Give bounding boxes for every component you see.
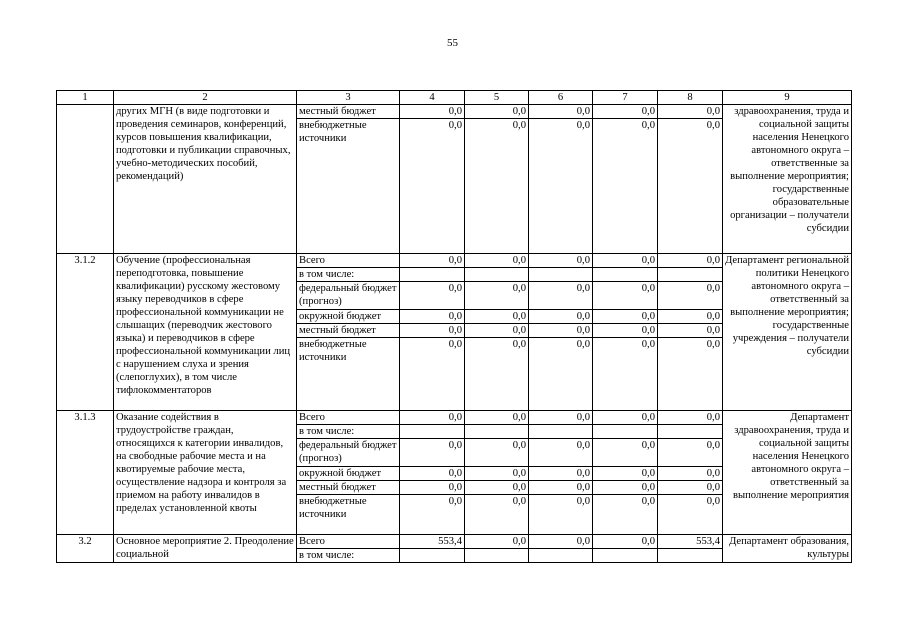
amount-cell: 0,0 bbox=[593, 105, 658, 119]
amount-cell: 0,0 bbox=[658, 105, 723, 119]
amount-cell: 0,0 bbox=[465, 338, 529, 411]
amount-cell bbox=[658, 549, 723, 563]
funding-source: в том числе: bbox=[297, 268, 400, 282]
amount-cell: 0,0 bbox=[658, 481, 723, 495]
amount-cell: 0,0 bbox=[465, 481, 529, 495]
amount-cell: 0,0 bbox=[529, 119, 593, 254]
amount-cell: 0,0 bbox=[658, 310, 723, 324]
item-code bbox=[57, 105, 114, 254]
amount-cell: 0,0 bbox=[529, 324, 593, 338]
amount-cell: 0,0 bbox=[529, 105, 593, 119]
amount-cell: 0,0 bbox=[465, 282, 529, 310]
header-cell: 8 bbox=[658, 91, 723, 105]
amount-cell: 0,0 bbox=[529, 481, 593, 495]
funding-source: окружной бюджет bbox=[297, 310, 400, 324]
table-row bbox=[57, 254, 852, 268]
amount-cell bbox=[593, 425, 658, 439]
funding-source: внебюджетные источники bbox=[297, 338, 400, 411]
amount-cell: 553,4 bbox=[400, 535, 465, 549]
amount-cell: 0,0 bbox=[593, 254, 658, 268]
amount-cell: 0,0 bbox=[658, 467, 723, 481]
amount-cell: 0,0 bbox=[593, 119, 658, 254]
amount-cell: 0,0 bbox=[400, 105, 465, 119]
funding-source: Всего bbox=[297, 254, 400, 268]
responsible-executor: здравоохранения, труда и социальной защиты населения Ненецкого автономного округа – ответственные за выполнение мероприятия; государственные образовательные организации – получатели субсидии bbox=[723, 105, 852, 254]
item-code: 3.1.3 bbox=[57, 411, 114, 535]
header-cell: 5 bbox=[465, 91, 529, 105]
amount-cell: 0,0 bbox=[529, 495, 593, 535]
header-cell: 2 bbox=[114, 91, 297, 105]
amount-cell: 0,0 bbox=[400, 310, 465, 324]
amount-cell: 0,0 bbox=[593, 310, 658, 324]
header-cell: 4 bbox=[400, 91, 465, 105]
amount-cell bbox=[529, 549, 593, 563]
amount-cell bbox=[465, 549, 529, 563]
amount-cell: 0,0 bbox=[658, 495, 723, 535]
funding-source: в том числе: bbox=[297, 549, 400, 563]
amount-cell: 553,4 bbox=[658, 535, 723, 549]
amount-cell: 0,0 bbox=[658, 338, 723, 411]
amount-cell: 0,0 bbox=[529, 467, 593, 481]
amount-cell: 0,0 bbox=[465, 254, 529, 268]
amount-cell bbox=[658, 268, 723, 282]
amount-cell: 0,0 bbox=[593, 338, 658, 411]
header-cell: 1 bbox=[57, 91, 114, 105]
header-cell: 9 bbox=[723, 91, 852, 105]
amount-cell: 0,0 bbox=[465, 535, 529, 549]
amount-cell: 0,0 bbox=[593, 411, 658, 425]
amount-cell: 0,0 bbox=[400, 254, 465, 268]
item-code: 3.2 bbox=[57, 535, 114, 563]
amount-cell: 0,0 bbox=[593, 535, 658, 549]
funding-source: Всего bbox=[297, 411, 400, 425]
amount-cell: 0,0 bbox=[400, 439, 465, 467]
amount-cell: 0,0 bbox=[465, 467, 529, 481]
responsible-executor: Департамент региональной политики Ненецкого автономного округа – ответственный за выполнение мероприятия; государственные учреждения – получатели субсидии bbox=[723, 254, 852, 411]
amount-cell: 0,0 bbox=[400, 495, 465, 535]
amount-cell: 0,0 bbox=[529, 535, 593, 549]
item-name: Основное мероприятие 2. Преодоление социальной bbox=[114, 535, 297, 563]
amount-cell: 0,0 bbox=[400, 282, 465, 310]
amount-cell: 0,0 bbox=[593, 495, 658, 535]
amount-cell bbox=[465, 268, 529, 282]
amount-cell: 0,0 bbox=[400, 338, 465, 411]
responsible-executor: Департамент образования, культуры bbox=[723, 535, 852, 563]
amount-cell: 0,0 bbox=[529, 411, 593, 425]
amount-cell bbox=[593, 549, 658, 563]
funding-source: в том числе: bbox=[297, 425, 400, 439]
header-cell: 3 bbox=[297, 91, 400, 105]
amount-cell: 0,0 bbox=[593, 282, 658, 310]
amount-cell: 0,0 bbox=[658, 254, 723, 268]
table-row bbox=[57, 411, 852, 425]
amount-cell: 0,0 bbox=[529, 254, 593, 268]
amount-cell: 0,0 bbox=[400, 411, 465, 425]
amount-cell: 0,0 bbox=[529, 282, 593, 310]
amount-cell bbox=[529, 268, 593, 282]
funding-source: местный бюджет bbox=[297, 105, 400, 119]
funding-source: Всего bbox=[297, 535, 400, 549]
funding-source: местный бюджет bbox=[297, 481, 400, 495]
program-table bbox=[56, 90, 852, 563]
amount-cell: 0,0 bbox=[658, 324, 723, 338]
amount-cell: 0,0 bbox=[465, 105, 529, 119]
amount-cell: 0,0 bbox=[465, 439, 529, 467]
header-cell: 7 bbox=[593, 91, 658, 105]
amount-cell: 0,0 bbox=[400, 481, 465, 495]
amount-cell bbox=[400, 425, 465, 439]
item-name: Оказание содействия в трудоустройстве граждан, относящихся к категории инвалидов, на свободные рабочие места и на квотируемые рабочие места, осуществление надзора и контроля за приемом на работу инвалидов в пределах установленной квоты bbox=[114, 411, 297, 535]
amount-cell: 0,0 bbox=[658, 119, 723, 254]
amount-cell bbox=[658, 425, 723, 439]
funding-source: внебюджетные источники bbox=[297, 119, 400, 254]
header-cell: 6 bbox=[529, 91, 593, 105]
amount-cell: 0,0 bbox=[400, 467, 465, 481]
amount-cell bbox=[593, 268, 658, 282]
table-row bbox=[57, 535, 852, 549]
amount-cell bbox=[529, 425, 593, 439]
amount-cell: 0,0 bbox=[465, 119, 529, 254]
amount-cell: 0,0 bbox=[658, 282, 723, 310]
amount-cell: 0,0 bbox=[400, 119, 465, 254]
amount-cell: 0,0 bbox=[529, 439, 593, 467]
amount-cell: 0,0 bbox=[465, 495, 529, 535]
responsible-executor: Департамент здравоохранения, труда и социальной защиты населения Ненецкого автономного округа – ответственный за выполнение мероприятия bbox=[723, 411, 852, 535]
amount-cell: 0,0 bbox=[658, 439, 723, 467]
amount-cell: 0,0 bbox=[593, 324, 658, 338]
item-name: Обучение (профессиональная переподготовка, повышение квалификации) русскому жестовому языку переводчиков в сфере профессиональной коммуникации не слышащих (переводчик жестового языка) и переводчиков в сфере профессиональной коммуникации лиц с нарушением слуха и зрения (слепоглухих), в том числе тифлокомментаторов bbox=[114, 254, 297, 411]
amount-cell: 0,0 bbox=[658, 411, 723, 425]
funding-source: федеральный бюджет (прогноз) bbox=[297, 439, 400, 467]
amount-cell bbox=[465, 425, 529, 439]
page-number: 55 bbox=[447, 37, 458, 49]
amount-cell: 0,0 bbox=[529, 310, 593, 324]
table-row bbox=[57, 105, 852, 119]
amount-cell: 0,0 bbox=[465, 324, 529, 338]
funding-source: внебюджетные источники bbox=[297, 495, 400, 535]
funding-source: федеральный бюджет (прогноз) bbox=[297, 282, 400, 310]
amount-cell bbox=[400, 549, 465, 563]
amount-cell: 0,0 bbox=[465, 411, 529, 425]
amount-cell: 0,0 bbox=[593, 481, 658, 495]
funding-source: местный бюджет bbox=[297, 324, 400, 338]
amount-cell: 0,0 bbox=[465, 310, 529, 324]
amount-cell bbox=[400, 268, 465, 282]
item-name: других МГН (в виде подготовки и проведения семинаров, конференций, курсов повышения квалификации, подготовки и публикации справочных, учебно-методических пособий, рекомендаций) bbox=[114, 105, 297, 254]
amount-cell: 0,0 bbox=[593, 439, 658, 467]
item-code: 3.1.2 bbox=[57, 254, 114, 411]
amount-cell: 0,0 bbox=[400, 324, 465, 338]
amount-cell: 0,0 bbox=[593, 467, 658, 481]
funding-source: окружной бюджет bbox=[297, 467, 400, 481]
header-row bbox=[57, 91, 852, 105]
amount-cell: 0,0 bbox=[529, 338, 593, 411]
